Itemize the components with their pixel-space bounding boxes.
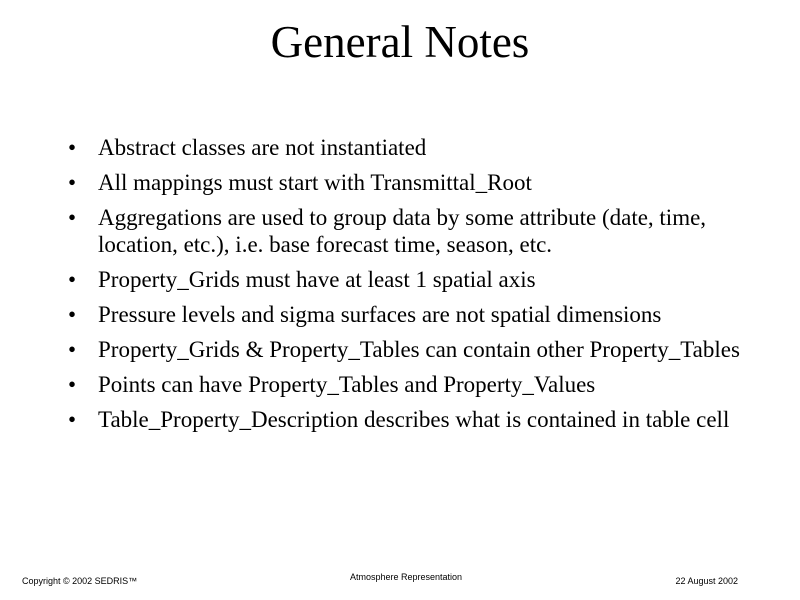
- bullet-text: Points can have Property_Tables and Property_Values: [98, 372, 596, 397]
- bullet-text: Abstract classes are not instantiated: [98, 135, 427, 160]
- slide-title: General Notes: [270, 17, 530, 67]
- bullet-list: [62, 134, 762, 441]
- bullet-dot-icon: •: [68, 135, 77, 160]
- bullet-text: Property_Grids & Property_Tables can contain other Property_Tables: [98, 337, 740, 362]
- bullet-item: [62, 169, 762, 196]
- bullet-item: [62, 371, 762, 398]
- footer-copyright: Copyright © 2002 SEDRIS™: [22, 576, 138, 586]
- bullet-item: [62, 406, 762, 433]
- bullet-text: Aggregations are used to group data by some attribute (date, time, location, etc.), i.e. base forecast time, season, etc.: [98, 205, 707, 257]
- bullet-text: All mappings must start with Transmittal_Root: [98, 170, 532, 195]
- bullet-dot-icon: •: [68, 337, 77, 362]
- bullet-dot-icon: •: [68, 407, 77, 432]
- bullet-dot-icon: •: [68, 302, 77, 327]
- bullet-dot-icon: •: [68, 170, 77, 195]
- bullet-item: [62, 301, 762, 328]
- footer-date: 22 August 2002: [675, 576, 738, 586]
- bullet-item: [62, 134, 762, 161]
- bullet-item: [62, 204, 762, 258]
- bullet-dot-icon: •: [68, 372, 77, 397]
- bullet-item: [62, 266, 762, 293]
- footer-topic: Atmosphere Representation: [349, 572, 463, 582]
- bullet-text: Property_Grids must have at least 1 spatial axis: [98, 267, 536, 292]
- bullet-text: Table_Property_Description describes what is contained in table cell: [98, 407, 730, 432]
- bullet-item: [62, 336, 762, 363]
- bullet-dot-icon: •: [68, 267, 77, 292]
- bullet-dot-icon: •: [68, 205, 77, 230]
- bullet-text: Pressure levels and sigma surfaces are not spatial dimensions: [98, 302, 662, 327]
